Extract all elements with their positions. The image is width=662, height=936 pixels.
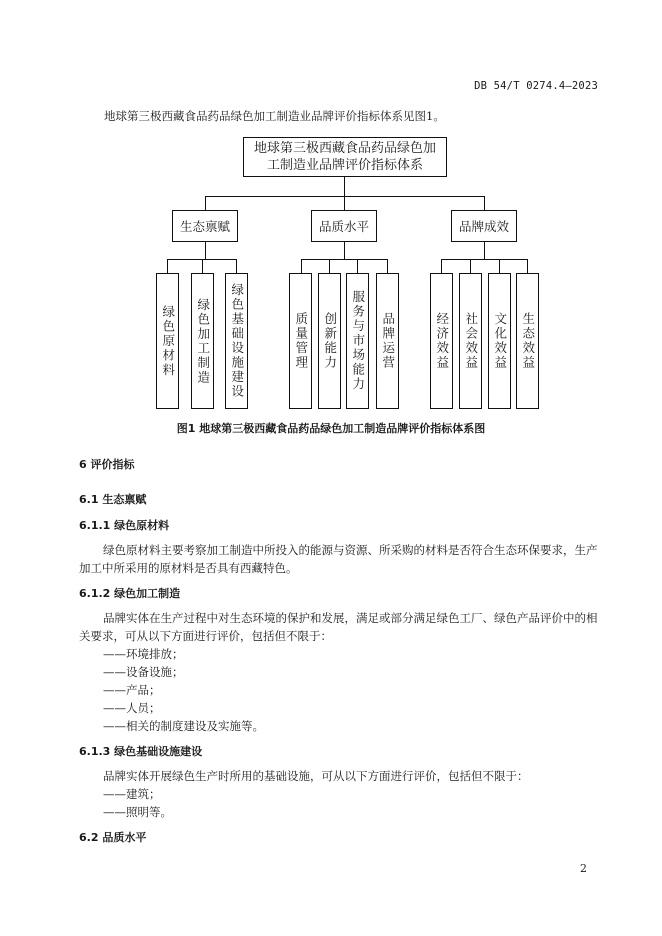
- connector-line: [344, 177, 345, 197]
- connector-line: [387, 259, 388, 273]
- leaf-label: 服务与市场能力: [350, 290, 366, 392]
- diagram-root-box: [243, 137, 447, 177]
- connector-line: [484, 242, 485, 260]
- connector-line: [167, 259, 168, 273]
- group-box-ecological-endowment: 生态禀赋: [172, 210, 238, 242]
- list-item: ——照明等。: [103, 805, 172, 819]
- heading-6-2: 6.2 品质水平: [79, 831, 147, 844]
- connector-line: [484, 196, 485, 210]
- leaf-box-quality-management: [289, 273, 312, 409]
- connector-line: [527, 259, 528, 273]
- leaf-label: 绿色原材料: [160, 304, 176, 378]
- leaf-box-green-processing: [191, 273, 214, 409]
- connector-line: [301, 259, 302, 273]
- leaf-label: 社会效益: [463, 312, 479, 370]
- leaf-box-green-raw-materials: [156, 273, 179, 409]
- leaf-label: 经济效益: [434, 312, 450, 370]
- leaf-label: 绿色基础设施建设: [229, 283, 245, 399]
- page-number: 2: [580, 862, 587, 875]
- connector-line: [205, 196, 206, 210]
- leaf-box-economic-benefit: [430, 273, 453, 409]
- connector-line: [470, 259, 471, 273]
- leaf-box-social-benefit: [459, 273, 482, 409]
- leaf-label: 质量管理: [293, 312, 309, 370]
- group-box-quality-level: 品质水平: [311, 210, 377, 242]
- paragraph-line: 绿色原材料主要考察加工制造中所投入的能源与资源、所采购的材料是否符合生态环保要求，生产: [103, 543, 598, 557]
- figure-caption: 图1 地球第三极西藏食品药品绿色加工制造品牌评价指标体系图: [176, 422, 486, 435]
- paragraph-line: 加工中所采用的原材料是否具有西藏特色。: [79, 561, 298, 575]
- leaf-label: 品牌运营: [380, 312, 396, 370]
- list-item: ——设备设施；: [103, 665, 184, 679]
- paragraph-line: 品牌实体开展绿色生产时所用的基础设施，可从以下方面进行评价，包括但不限于：: [103, 769, 529, 783]
- heading-6-1-1: 6.1.1 绿色原材料: [79, 519, 170, 532]
- heading-6-1-3: 6.1.3 绿色基础设施建设: [79, 745, 203, 758]
- list-item: ——建筑；: [103, 787, 161, 801]
- leaf-label: 生态效益: [520, 312, 536, 370]
- leaf-label: 创新能力: [322, 312, 338, 370]
- leaf-box-cultural-benefit: [488, 273, 511, 409]
- connector-line: [205, 242, 206, 260]
- connector-line: [441, 259, 528, 260]
- connector-line: [202, 259, 203, 273]
- leaf-label: 绿色加工制造: [195, 297, 211, 385]
- leaf-box-green-infrastructure: [225, 273, 248, 409]
- list-item: ——环境排放；: [103, 647, 184, 661]
- connector-line: [301, 259, 388, 260]
- list-item: ——相关的制度建设及实施等。: [103, 719, 264, 733]
- leaf-label: 文化效益: [492, 312, 508, 370]
- group-box-brand-effectiveness: 品牌成效: [451, 210, 517, 242]
- leaf-box-innovation: [318, 273, 341, 409]
- list-item: ——产品；: [103, 683, 161, 697]
- leaf-box-ecological-benefit: [516, 273, 539, 409]
- connector-line: [344, 196, 345, 210]
- standard-code: DB 54/T 0274.4—2023: [474, 80, 598, 92]
- heading-6: 6 评价指标: [79, 458, 135, 471]
- leaf-box-brand-operation: [376, 273, 399, 409]
- intro-paragraph: 地球第三极西藏食品药品绿色加工制造业品牌评价指标体系见图1。: [104, 109, 445, 123]
- connector-line: [344, 242, 345, 260]
- heading-6-1-2: 6.1.2 绿色加工制造: [79, 587, 181, 600]
- leaf-box-service-market: [346, 273, 369, 409]
- connector-line: [441, 259, 442, 273]
- paragraph-line: 品牌实体在生产过程中对生态环境的保护和发展，满足或部分满足绿色工厂、绿色产品评价中的相: [103, 611, 598, 625]
- connector-line: [329, 259, 330, 273]
- list-item: ——人员；: [103, 701, 161, 715]
- heading-6-1: 6.1 生态禀赋: [79, 493, 147, 506]
- connector-line: [357, 259, 358, 273]
- root-title-line2: 工制造业品牌评价指标体系: [266, 158, 423, 173]
- connector-line: [499, 259, 500, 273]
- connector-line: [236, 259, 237, 273]
- paragraph-line: 关要求，可从以下方面进行评价，包括但不限于：: [79, 629, 332, 643]
- root-title-line1: 地球第三极西藏食品药品绿色加: [253, 141, 436, 156]
